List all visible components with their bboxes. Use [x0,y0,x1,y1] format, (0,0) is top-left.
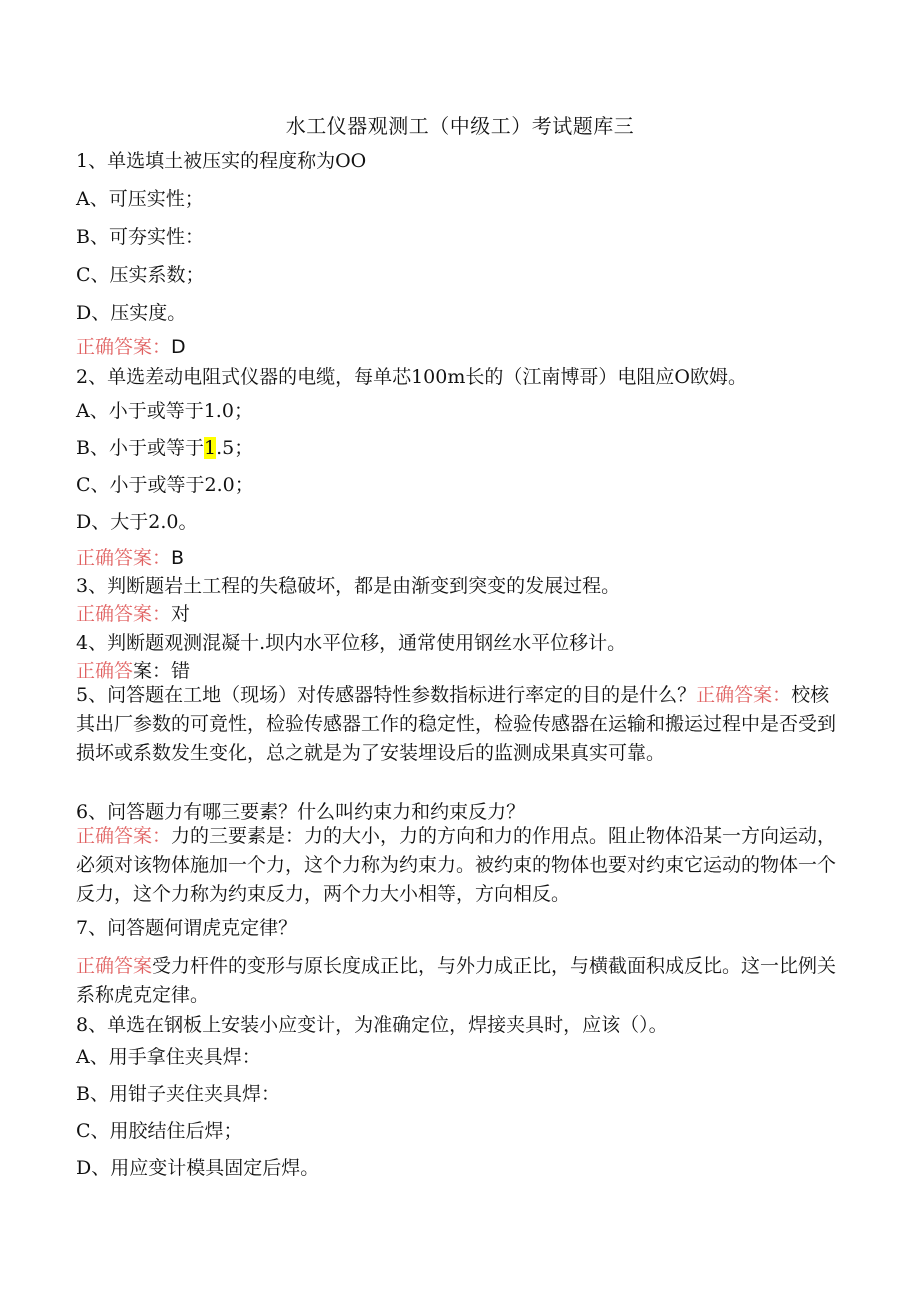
question-6: 6、问答题力有哪三要素？什么叫约束力和约束反力？ [76,801,526,823]
answer-label: 正确答案： [696,684,792,706]
answer-value: 对 [171,603,191,625]
q2-option-b-tail: .5； [216,437,254,459]
q2-answer [76,543,184,570]
q1-option-c: C、压实系数； [76,264,205,286]
answer-label-tail: 案： [133,660,172,682]
q1-option-d: D、压实度。 [76,302,187,324]
answer-value: D [171,336,186,358]
document-title: 水工仪器观测工（中级工）考试题库三 [285,114,635,138]
answer-label: 正确答案： [76,336,172,358]
question-5-block [76,681,844,768]
q8-option-a: A、用手拿住夹具焊： [76,1046,261,1068]
q8-option-b: B、用钳子夹住夹具焊： [76,1083,280,1105]
q2-option-d: D、大于2.0。 [76,511,198,533]
answer-label: 正确答案： [76,603,172,625]
q1-option-a: A、可压实性； [76,188,204,210]
highlighted-text: 1 [203,437,217,459]
q2-option-c: C、小于或等于2.0； [76,474,254,496]
answer-value: B [171,547,185,569]
q8-option-d: D、用应变计模具固定后焊。 [76,1157,320,1179]
question-2: 2、单选差动电阻式仪器的电缆，每单芯100m长的（江南博哥）电阻应O欧姆。 [76,366,747,388]
answer-value: 力的三要素是：力的大小，力的方向和力的作用点。阻止物体沿某一方向运动，必须对该物体施加一个力，这个力称为约束力。被约束的物体也要对约束它运动的物体一个反力，这个力称为约束反力，两个力大小相等，方向相反。 [76,825,837,905]
q2-option-b [76,433,253,460]
question-5: 5、问答题在工地（现场）对传感器特性参数指标进行率定的目的是什么？ [76,684,697,706]
question-1: 1、单选填土被压实的程度称为OO [76,150,367,172]
answer-label: 正确答案 [76,955,153,977]
answer-value: 校核其出厂参数的可竟性，检验传感器工作的稳定性，检验传感器在运输和搬运过程中是否受到损坏或系数发生变化，总之就是为了安装埋设后的监测成果真实可靠。 [76,684,837,764]
question-3: 3、判断题岩土工程的失稳破坏，都是由渐变到突变的发展过程。 [76,575,621,597]
answer-label: 正确答 [76,660,134,682]
question-7: 7、问答题何谓虎克定律？ [76,917,298,939]
q7-answer [76,952,844,1010]
q1-option-b: B、可夯实性： [76,226,204,248]
q6-answer [76,822,844,909]
question-4: 4、判断题观测混凝十.坝内水平位移，通常使用钢丝水平位移计。 [76,632,627,654]
q3-answer [76,599,190,626]
answer-label: 正确答案： [76,547,172,569]
answer-value: 错 [171,660,191,682]
q1-answer [76,332,186,359]
q2-option-a: A、小于或等于1.0； [76,400,253,422]
question-8: 8、单选在钢板上安装小应变计，为准确定位，焊接夹具时，应该（）。 [76,1014,668,1036]
answer-value: 受力杆件的变形与原长度成正比，与外力成正比，与横截面积成反比。这一比例关系称虎克定律。 [76,955,837,1006]
q4-answer [76,656,190,683]
q2-option-b-text: B、小于或等于 [76,437,204,459]
answer-label: 正确答案： [76,825,172,847]
q8-option-c: C、用胶结住后焊； [76,1120,243,1142]
